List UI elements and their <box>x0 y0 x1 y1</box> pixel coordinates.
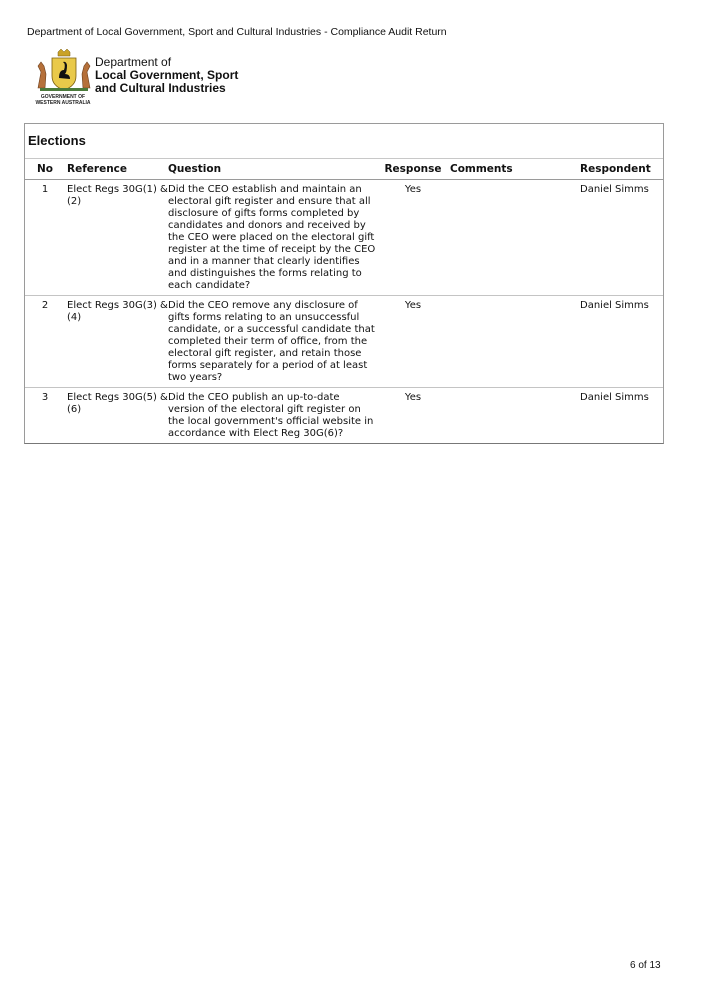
crest-caption-line2: WESTERN AUSTRALIA <box>35 100 91 106</box>
row-response: Yes <box>380 388 446 444</box>
audit-section <box>24 123 664 444</box>
row-question: Did the CEO establish and maintain an electoral gift register and ensure that all disclosure of gifts forms completed by candidates and donors and received by the CEO were placed on the electoral gift register at the time of receipt by the CEO and in a manner that clearly identifies and distinguishes the forms relating to each candidate? <box>168 184 376 291</box>
row-reference: Elect Regs 30G(1) & (2) <box>67 184 168 207</box>
row-respondent: Daniel Simms <box>580 184 649 195</box>
row-respondent: Daniel Simms <box>578 296 663 388</box>
row-no: 1 <box>41 184 49 195</box>
crest-caption-line1: GOVERNMENT OF <box>40 94 86 100</box>
department-logo <box>32 48 272 108</box>
column-header-no: No <box>25 159 65 180</box>
department-name-line2: Local Government, Sport <box>95 68 239 82</box>
table-row <box>25 180 663 296</box>
row-comments <box>446 388 578 444</box>
table-header-row <box>25 159 663 180</box>
column-header-question: Question <box>168 159 380 180</box>
column-header-response: Response <box>380 159 446 180</box>
row-comments <box>446 180 578 296</box>
row-question: Did the CEO publish an up-to-date version of the electoral gift register on the local government's official website in accordance with Elect Reg 30G(6)? <box>168 388 380 444</box>
column-header-reference: Reference <box>65 159 168 180</box>
page-number: 6 of 13 <box>630 960 661 971</box>
row-response: Yes <box>404 184 422 195</box>
column-header-comments: Comments <box>446 159 578 180</box>
section-title: Elections <box>25 124 663 159</box>
department-name <box>95 56 238 95</box>
audit-table <box>25 159 663 443</box>
department-name-line1: Department of <box>95 55 172 69</box>
crest-caption <box>32 94 94 106</box>
row-question: Did the CEO remove any disclosure of gifts forms relating to an unsuccessful candidate, or a successful candidate that completed their term of office, from the electoral gift register, and retain those forms separately for a period of at least two years? <box>168 296 380 388</box>
row-no: 3 <box>25 388 65 444</box>
row-reference: Elect Regs 30G(5) & (6) <box>65 388 168 444</box>
column-header-respondent: Respondent <box>578 159 663 180</box>
row-respondent: Daniel Simms <box>578 388 663 444</box>
document-header-title: Department of Local Government, Sport and Cultural Industries - Compliance Audit Return <box>27 26 447 38</box>
row-no: 2 <box>25 296 65 388</box>
table-row <box>25 388 663 444</box>
department-name-line3: and Cultural Industries <box>95 81 226 95</box>
wa-coat-of-arms-icon <box>32 48 96 94</box>
table-row <box>25 296 663 388</box>
row-comments <box>446 296 578 388</box>
row-response: Yes <box>380 296 446 388</box>
row-reference: Elect Regs 30G(3) & (4) <box>65 296 168 388</box>
